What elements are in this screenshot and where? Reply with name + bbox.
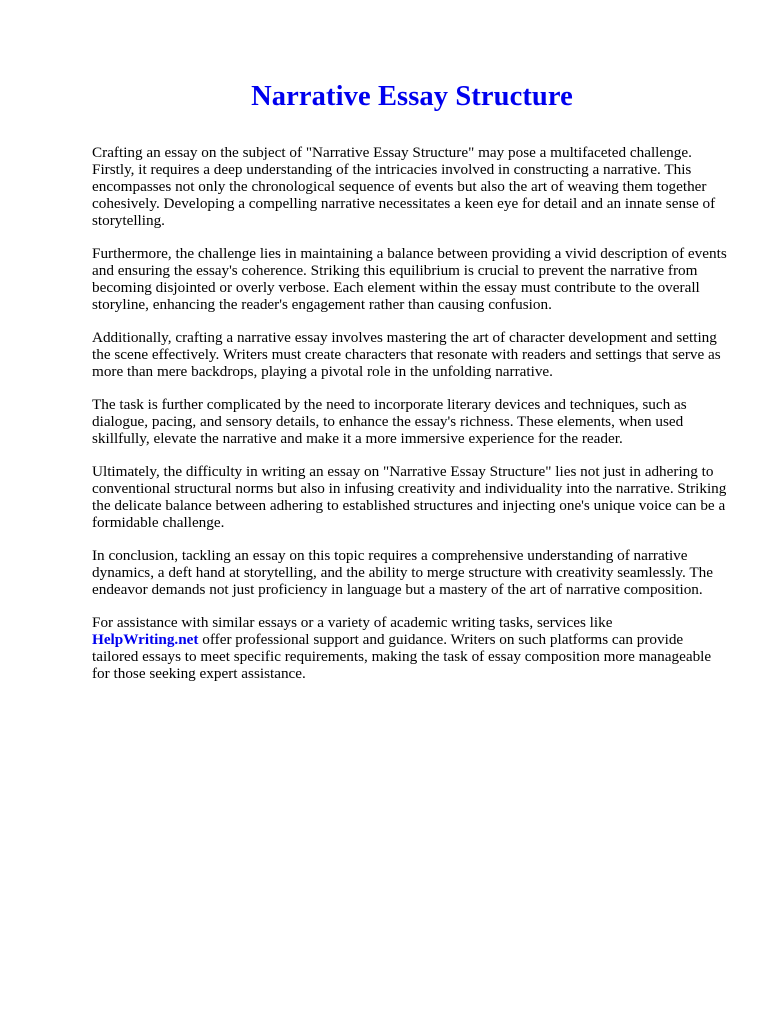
- paragraph-conclusion: In conclusion, tackling an essay on this topic requires a comprehensive understanding of narrative dynamics, a deft hand at storytelling, and the ability to merge structure with creativity seamlessly. The endeavor demands not just proficiency in language but a mastery of the art of narrative composition.: [92, 547, 713, 598]
- paragraph-intro: Crafting an essay on the subject of "Narrative Essay Structure" may pose a multifaceted challenge. Firstly, it requires a deep understanding of the intricacies involved in constructing a narrative. This encompasses not only the chronological sequence of events but also the art of weaving them together cohesively. Developing a compelling narrative necessitates a keen eye for detail and an innate sense of storytelling.: [92, 144, 716, 229]
- closing-text-after-link: offer professional support and guidance. Writers on such platforms can provide tailored essays to meet specific requirements, making the task of essay composition more manageable for those seeking expert assistance.: [92, 631, 712, 682]
- paragraph-difficulty: Ultimately, the difficulty in writing an essay on "Narrative Essay Structure" lies not just in adhering to conventional structural norms but also in infusing creativity and individuality into the narrative. Striking the delicate balance between adhering to established structures and injecting one's unique voice can be a formidable challenge.: [92, 463, 727, 531]
- document-title: Narrative Essay Structure: [251, 81, 573, 112]
- paragraph-literary-devices: The task is further complicated by the need to incorporate literary devices and techniques, such as dialogue, pacing, and sensory details, to enhance the essay's richness. These elements, when used skillfully, elevate the narrative and make it a more immersive experience for the reader.: [92, 396, 687, 447]
- document-page: [92, 80, 732, 698]
- paragraph-characters: Additionally, crafting a narrative essay involves mastering the art of character development and setting the scene effectively. Writers must create characters that resonate with readers and settings that serve as more than mere backdrops, playing a pivotal role in the unfolding narrative.: [92, 329, 721, 380]
- closing-text-before-link: For assistance with similar essays or a variety of academic writing tasks, services like: [92, 614, 613, 631]
- helpwriting-link[interactable]: HelpWriting.net: [92, 631, 199, 648]
- paragraph-closing: [92, 614, 732, 682]
- paragraph-balance: Furthermore, the challenge lies in maintaining a balance between providing a vivid description of events and ensuring the essay's coherence. Striking this equilibrium is crucial to prevent the narrative from becoming disjointed or overly verbose. Each element within the essay must contribute to the overall storyline, enhancing the reader's engagement rather than causing confusion.: [92, 245, 727, 313]
